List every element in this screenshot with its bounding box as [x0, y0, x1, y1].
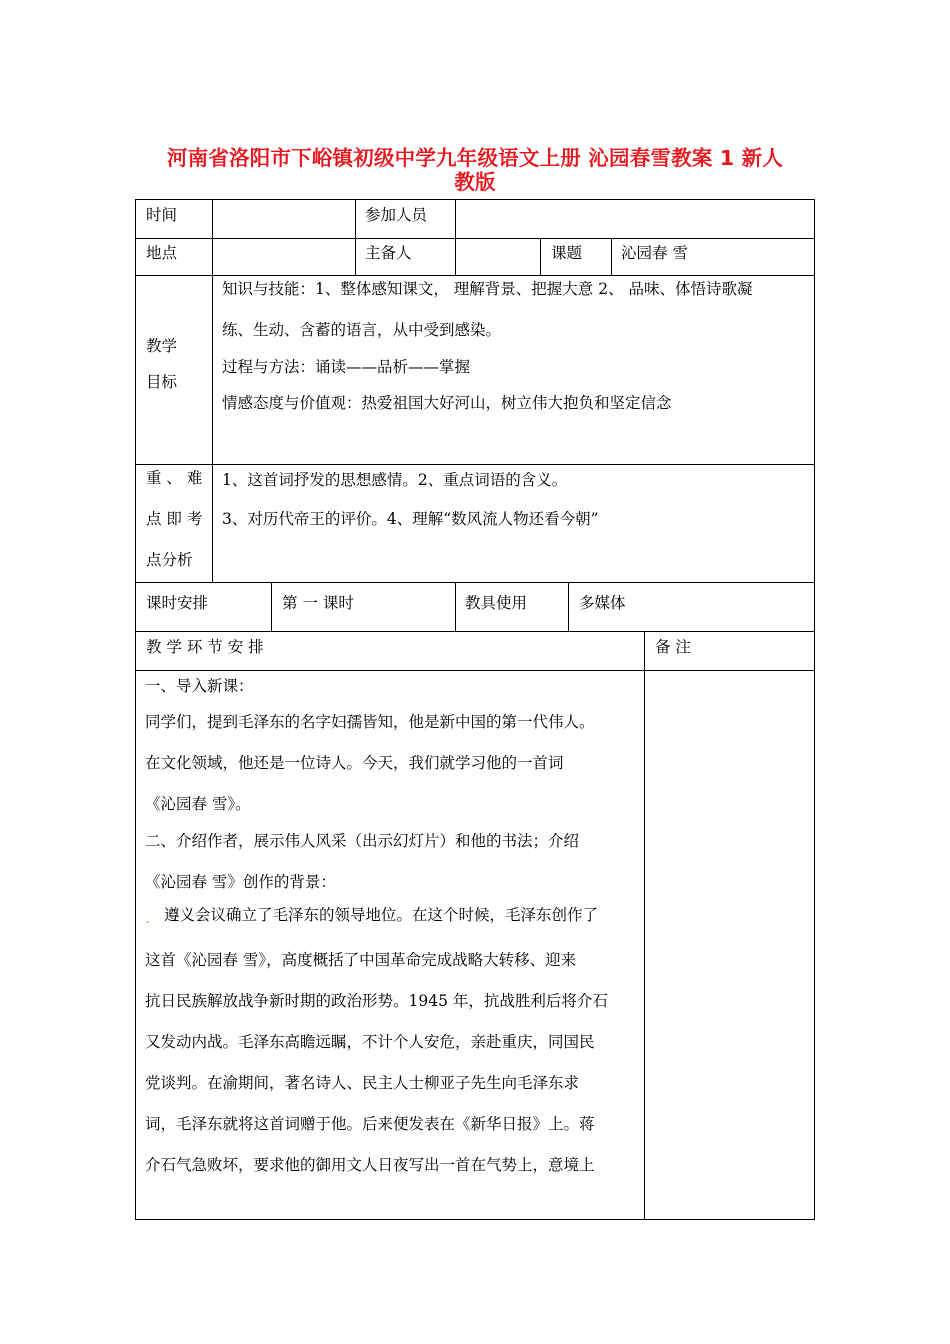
body-line: 这首《沁园春 雪》，高度概括了中国革命完成战略大转移、迎来 — [145, 951, 577, 969]
objectives-line: 情感态度与价值观：热爱祖国大好河山，树立伟大抱负和坚定信念 — [222, 394, 672, 412]
tools-value: 多媒体 — [579, 594, 626, 612]
objectives-line: 练、生动、含蓄的语言，从中受到感染。 — [222, 321, 502, 339]
keypoints-line: 1、这首词抒发的思想感情。2、重点词语的含义。 — [222, 471, 568, 489]
body-line: 又发动内战。毛泽东高瞻远瞩，不计个人安危，亲赴重庆，同国民 — [145, 1033, 595, 1051]
cell-objectives-label — [135, 275, 213, 465]
place-label: 地点 — [146, 244, 178, 262]
objectives-line: 知识与技能：1、整体感知课文， 理解背景、把握大意 2、 品味、体悟诗歌凝 — [222, 280, 753, 298]
hours-label: 课时安排 — [146, 594, 209, 612]
title-line-2: 教版 — [454, 170, 496, 194]
body-line: 党谈判。在渝期间，著名诗人、民主人士柳亚子先生向毛泽东求 — [145, 1074, 580, 1092]
body-line: 词，毛泽东就将这首词赠于他。后来便发表在《新华日报》上。蒋 — [145, 1115, 595, 1133]
time-label: 时间 — [146, 206, 178, 224]
keypoints-label-3: 点分析 — [146, 551, 193, 569]
document-title — [135, 146, 815, 194]
preparer-label: 主备人 — [365, 244, 412, 262]
steps-header-label: 教 学 环 节 安 排 — [146, 638, 264, 656]
objectives-label-1: 教学 — [146, 337, 178, 355]
cell-preparer-value — [455, 238, 541, 276]
notes-header-label: 备 注 — [655, 638, 691, 656]
tools-label: 教具使用 — [465, 594, 528, 612]
cell-time-value — [212, 199, 356, 239]
body-line: 《沁园春 雪》。 — [145, 795, 251, 813]
objectives-line: 过程与方法：诵读——品析——掌握 — [222, 358, 471, 376]
keypoints-label-2: 点 即 考 — [146, 510, 203, 528]
margin-mark: . — [145, 909, 150, 927]
cell-place-value — [212, 238, 356, 276]
hours-value: 第 一 课时 — [282, 594, 354, 612]
title-line-1: 河南省洛阳市下峪镇初级中学九年级语文上册 沁园春雪教案 1 新人 — [166, 146, 784, 170]
body-line: 《沁园春 雪》创作的背景： — [145, 873, 336, 891]
cell-notes-content — [644, 670, 815, 1220]
topic-label: 课题 — [551, 244, 583, 262]
keypoints-line: 3、对历代帝王的评价。4、理解“数风流人物还看今朝” — [222, 510, 599, 528]
topic-value: 沁园春 雪 — [621, 244, 688, 262]
cell-participants-value — [455, 199, 815, 239]
body-line: 二、介绍作者，展示伟人风采（出示幻灯片）和他的书法；介绍 — [145, 832, 580, 850]
body-line: 介石气急败坏，要求他的御用文人日夜写出一首在气势上，意境上 — [145, 1156, 595, 1174]
body-line: 抗日民族解放战争新时期的政治形势。1945 年，抗战胜利后将介石 — [145, 992, 608, 1010]
body-line: 遵义会议确立了毛泽东的领导地位。在这个时候，毛泽东创作了 — [164, 906, 599, 924]
objectives-label-2: 目标 — [146, 373, 178, 391]
body-line: 同学们，提到毛泽东的名字妇孺皆知，他是新中国的第一代伟人。 — [145, 713, 595, 731]
keypoints-label-1: 重 、 难 — [146, 469, 203, 487]
body-line: 一、导入新课： — [145, 677, 254, 695]
body-line: 在文化领域，他还是一位诗人。今天，我们就学习他的一首词 — [145, 754, 564, 772]
participants-label: 参加人员 — [365, 206, 428, 224]
